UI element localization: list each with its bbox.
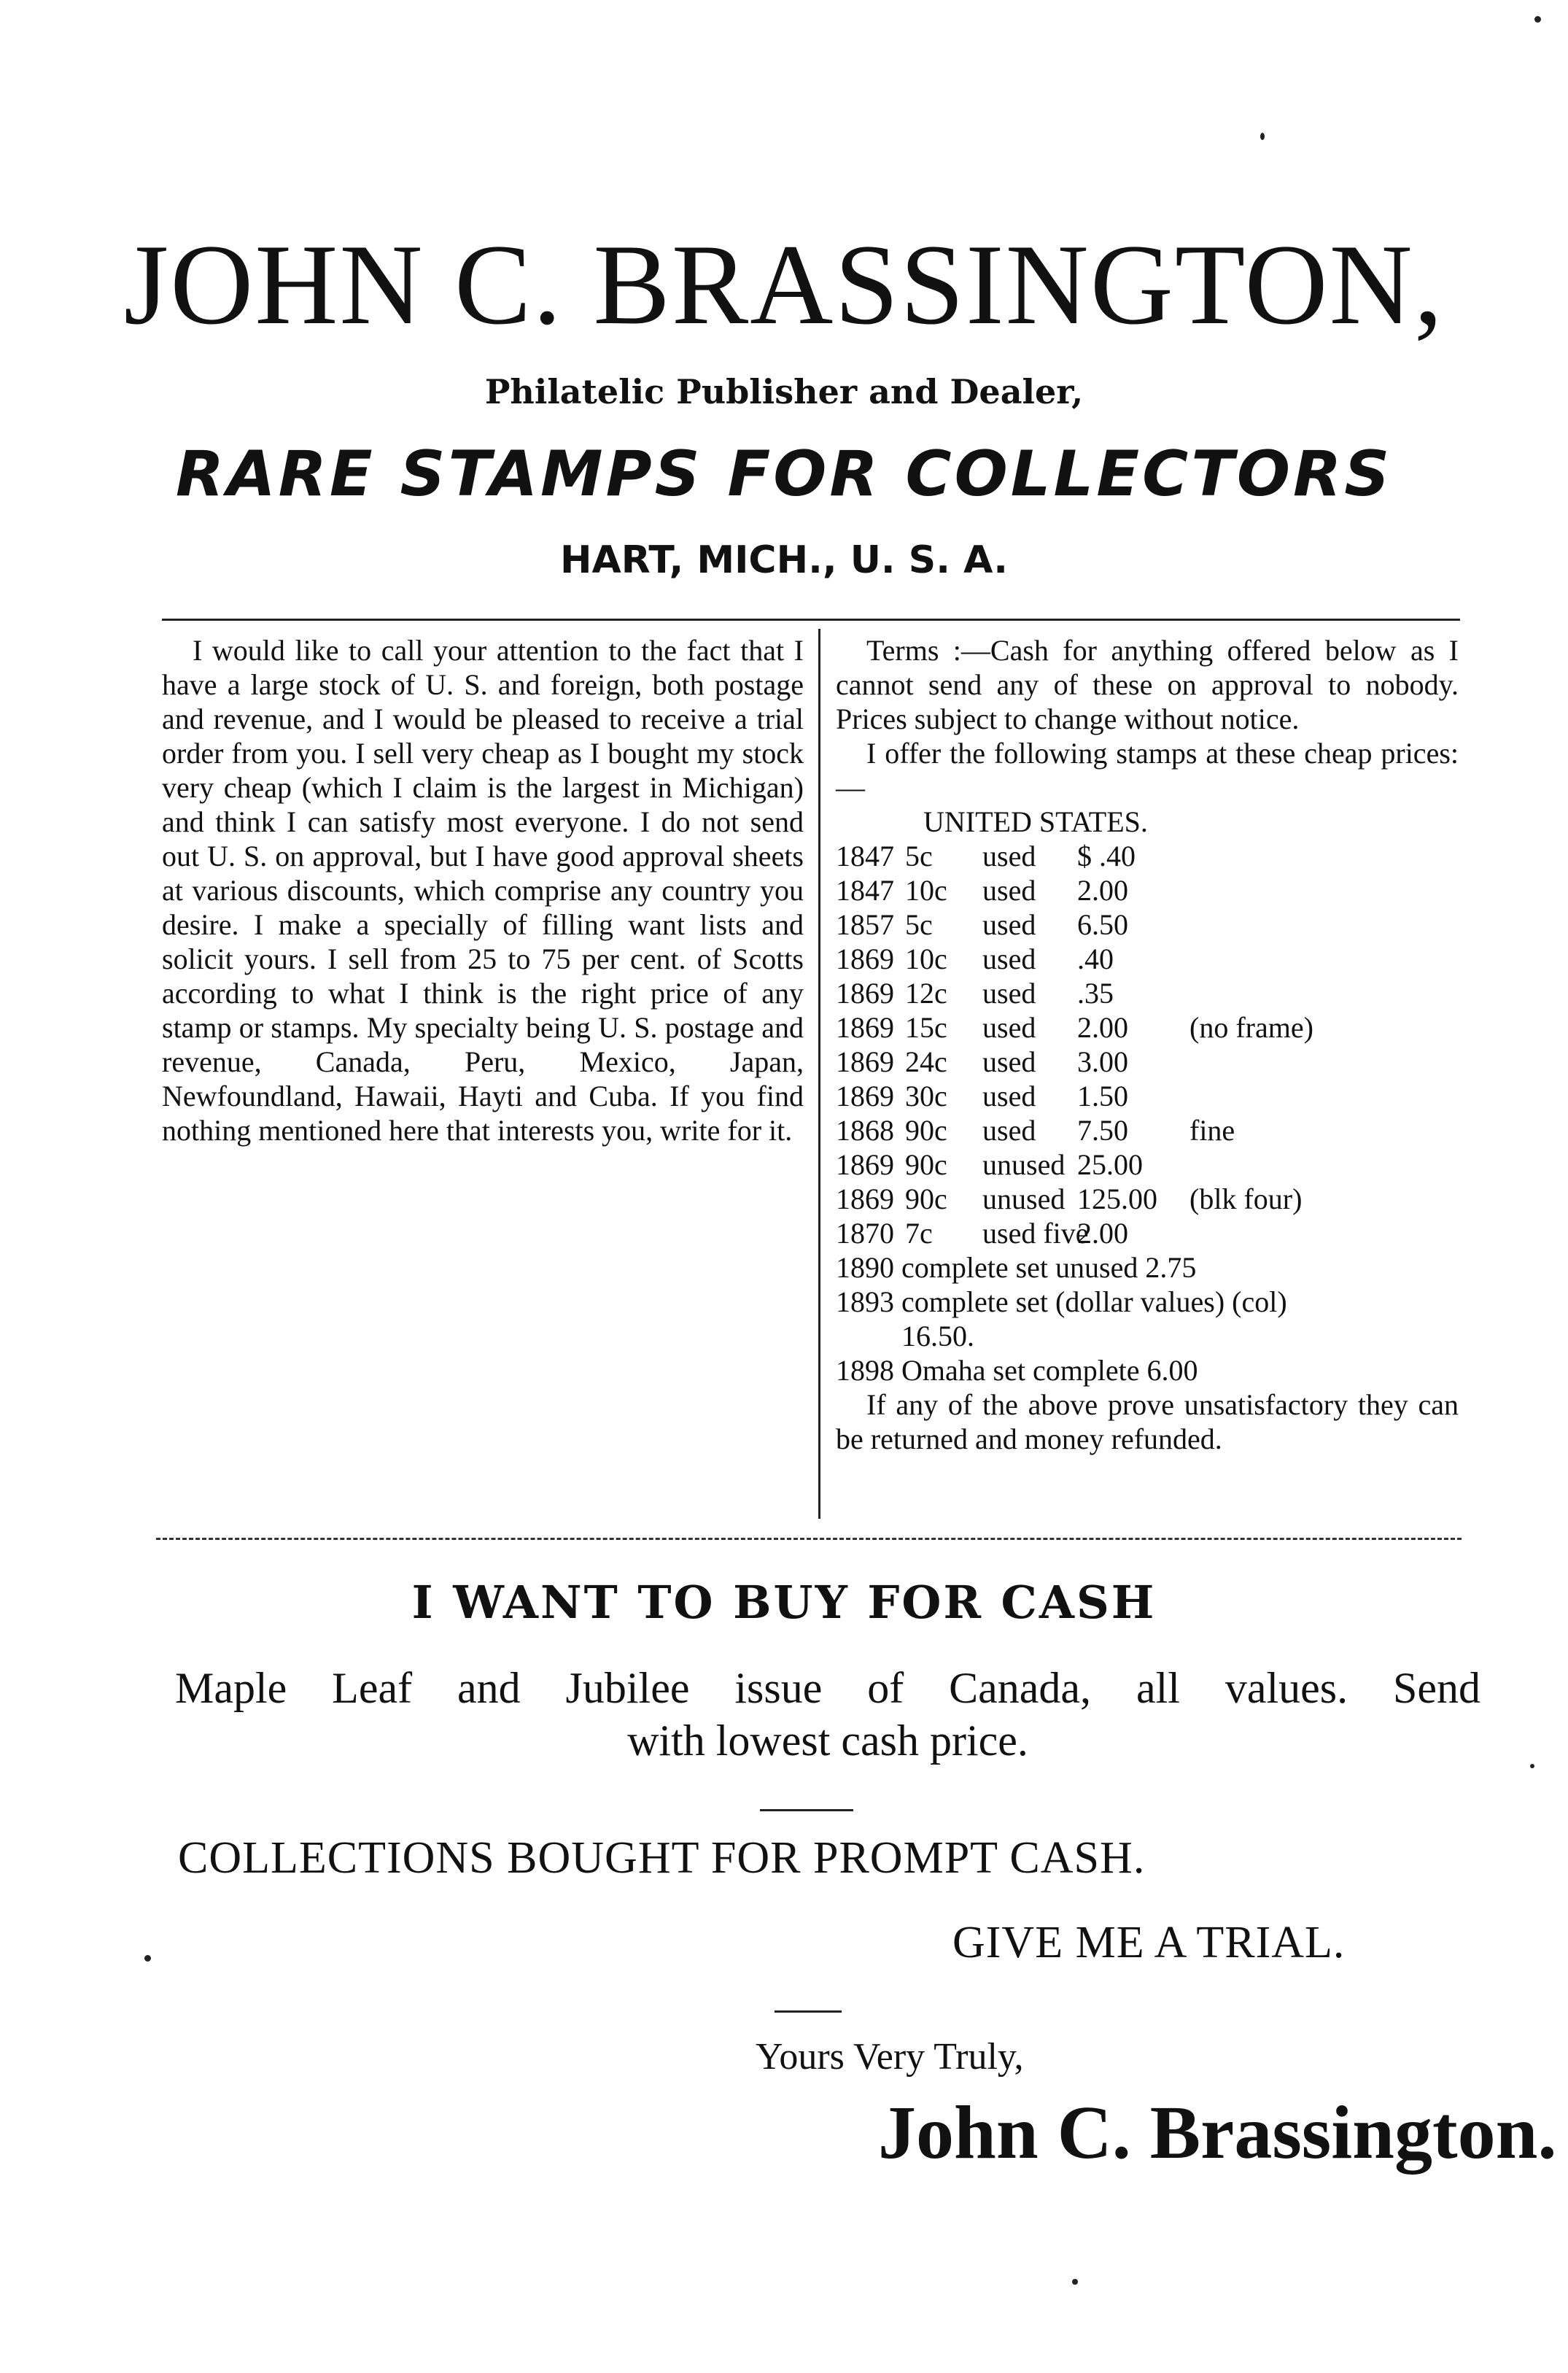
price-condition: used (982, 942, 1036, 975)
price-row (836, 1045, 1459, 1079)
price-row (836, 1010, 1459, 1045)
price-row (836, 1079, 1459, 1113)
price-year: 1869 (836, 1148, 894, 1181)
price-value: .40 (1077, 942, 1114, 975)
price-year: 1869 (836, 1045, 894, 1078)
price-denomination: 30c (905, 1080, 947, 1112)
price-condition: used (982, 1011, 1036, 1044)
rare-stamps-headline: RARE STAMPS FOR COLLECTORS (175, 438, 1393, 511)
short-divider (760, 1809, 853, 1811)
price-condition: used (982, 977, 1036, 1010)
short-divider-2 (775, 2010, 842, 2013)
offer-text: I offer the following stamps at these cheap prices:— (836, 737, 1459, 804)
price-year: 1869 (836, 977, 894, 1010)
price-value: .35 (1077, 977, 1114, 1010)
price-row (836, 976, 1459, 1010)
left-column (162, 633, 804, 1147)
give-trial-line: GIVE ME A TRIAL. (952, 1918, 1346, 1967)
price-condition: used (982, 1080, 1036, 1112)
top-rule (162, 619, 1460, 621)
price-row (836, 1147, 1459, 1182)
left-column-text: I would like to call your attention to the fact that I have a large stock of U. S. and foreign, both postage and revenue, and I would be pleased to receive a trial order from you. I sell very cheap as I bought my stock very cheap (which I claim is the largest in Michigan) and think I can satisfy most everyone. I do not send out U. S. on approval, but I have good approval sheets at various discounts, which comprise any country you desire. I make a specially of filling want lists and solicit yours. I sell from 25 to 75 per cent. of Scotts according to what I think is the right price of any stamp or stamps. My specialty being U. S. postage and revenue, Canada, Peru, Mexico, Japan, Newfoundland, Hawaii, Hayti and Cuba. If you find nothing mentioned here that interests you, write for it. (162, 634, 804, 1147)
price-value: 125.00 (1077, 1182, 1157, 1215)
dealer-subtitle: Philatelic Publisher and Dealer, (484, 372, 1084, 411)
price-denomination: 10c (905, 874, 947, 907)
price-year: 1847 (836, 840, 894, 872)
column-divider (818, 629, 820, 1519)
price-note: (blk four) (1189, 1182, 1303, 1215)
want-to-buy-body (175, 1662, 1480, 1767)
price-row (836, 907, 1459, 942)
price-condition: used (982, 1114, 1036, 1147)
price-value: 6.50 (1077, 908, 1128, 941)
print-speck (1260, 133, 1265, 140)
price-value: 2.00 (1077, 1011, 1128, 1044)
set-row: 1890 complete set unused 2.75 (836, 1251, 1197, 1284)
price-year: 1868 (836, 1114, 894, 1147)
set-list (836, 1250, 1459, 1387)
price-denomination: 90c (905, 1114, 947, 1147)
price-row (836, 873, 1459, 907)
print-speck (144, 1955, 151, 1962)
price-value: 2.00 (1077, 1217, 1128, 1250)
price-year: 1847 (836, 874, 894, 907)
price-year: 1869 (836, 1080, 894, 1112)
price-year: 1870 (836, 1217, 894, 1250)
signature: John C. Brassington. (878, 2091, 1557, 2175)
dealer-name: JOHN C. BRASSINGTON, (123, 221, 1445, 349)
closing-salutation: Yours Very Truly, (756, 2036, 1024, 2078)
price-value: 25.00 (1077, 1148, 1143, 1181)
price-row (836, 1216, 1459, 1250)
price-condition: used (982, 840, 1036, 872)
price-row (836, 942, 1459, 976)
dealer-location: HART, MICH., U. S. A. (559, 538, 1009, 582)
price-denomination: 90c (905, 1148, 947, 1181)
price-value: 1.50 (1077, 1080, 1128, 1112)
price-denomination: 24c (905, 1045, 947, 1078)
want-line-2: with lowest cash price. (627, 1716, 1028, 1765)
price-year: 1869 (836, 1011, 894, 1044)
price-year: 1857 (836, 908, 894, 941)
price-note: (no frame) (1189, 1011, 1313, 1044)
price-list-heading: UNITED STATES. (923, 805, 1148, 838)
price-condition: unused (982, 1148, 1066, 1181)
want-to-buy-heading: I WANT TO BUY FOR CASH (411, 1576, 1157, 1629)
set-row: 1898 Omaha set complete 6.00 (836, 1354, 1198, 1387)
refund-text: If any of the above prove unsatisfactory they can be returned and money refunded. (836, 1388, 1459, 1455)
price-denomination: 7c (905, 1217, 933, 1250)
price-denomination: 5c (905, 840, 933, 872)
print-speck (1534, 16, 1541, 23)
price-value: 2.00 (1077, 874, 1128, 907)
price-condition: used five (982, 1217, 1089, 1250)
print-speck (1072, 2279, 1078, 2285)
price-row (836, 1182, 1459, 1216)
terms-text: Terms :—Cash for anything offered below as I cannot send any of these on approval to nobody. Prices subject to change without notice. (836, 634, 1459, 735)
price-condition: used (982, 874, 1036, 907)
price-value: $ .40 (1077, 840, 1136, 872)
set-row: 1893 complete set (dollar values) (col) (836, 1285, 1287, 1318)
price-row (836, 1113, 1459, 1147)
price-denomination: 15c (905, 1011, 947, 1044)
right-column (836, 633, 1459, 1456)
price-year: 1869 (836, 942, 894, 975)
price-condition: used (982, 908, 1036, 941)
price-denomination: 10c (905, 942, 947, 975)
want-line-1: Maple Leaf and Jubilee issue of Canada, all values. Send (175, 1664, 1480, 1712)
set-row-continuation: 16.50. (901, 1320, 974, 1352)
price-denomination: 12c (905, 977, 947, 1010)
price-list (836, 839, 1459, 1250)
price-value: 7.50 (1077, 1114, 1128, 1147)
collections-bought-line: COLLECTIONS BOUGHT FOR PROMPT CASH. (178, 1833, 1146, 1883)
price-row (836, 839, 1459, 873)
price-year: 1869 (836, 1182, 894, 1215)
section-divider (156, 1538, 1462, 1540)
price-condition: used (982, 1045, 1036, 1078)
price-note: fine (1189, 1114, 1235, 1147)
price-condition: unused (982, 1182, 1066, 1215)
price-denomination: 5c (905, 908, 933, 941)
price-value: 3.00 (1077, 1045, 1128, 1078)
print-speck (1530, 1764, 1534, 1768)
price-denomination: 90c (905, 1182, 947, 1215)
